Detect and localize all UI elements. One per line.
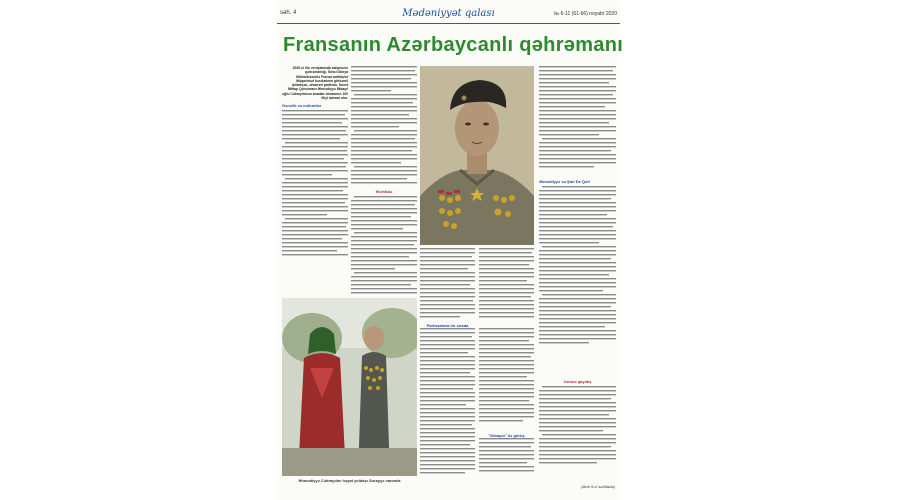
couple-photo (282, 298, 417, 476)
text-block (351, 196, 417, 296)
portrait-illustration (420, 66, 534, 245)
continued-note: (Ardı 5-ci səhifədə) (581, 484, 615, 489)
column-2 (351, 66, 417, 296)
text-block (351, 66, 417, 186)
subheading-return: Vətənə qayıdış (563, 379, 592, 384)
subheading-partisans: Partizanlara bir sırada (426, 323, 469, 328)
section-title: Mədəniyyət qalası (402, 8, 495, 19)
newspaper-page (277, 0, 624, 500)
article-title: Fransanın Azərbaycanlı qəhrəmanı (283, 34, 624, 56)
portrait-photo (420, 66, 534, 245)
text-block (420, 328, 534, 478)
column-1 (282, 66, 348, 260)
subheading-captivity: Əsirlikdə (375, 189, 393, 194)
text-block (282, 110, 348, 260)
text-block (539, 186, 616, 376)
text-block (539, 386, 616, 496)
column-4 (539, 66, 616, 496)
issue-info: № 6-11 (61-66) noyabr 2020 (553, 11, 617, 17)
article-lede: 2020-ci ilin ventyabında xalqımızın qəhrəmanlığı, İkinci Dünya Müharibəsində Fransa antifaşist Müqavimət hərəkatının görkəmli iştirakçısı, əfsanəvi partizan, Sovet İttifaqı Qəhrəmanı Əhmədiyyə Mikayıl oğlu Cəbrayılovun anadan olmasının 100 illiyi tamam olur. (282, 66, 348, 101)
subheading-meeting: "Mixayıo" ilə görüş (488, 433, 525, 438)
page-header (277, 8, 620, 24)
couple-illustration (282, 298, 417, 476)
subheading-de-gaulle: Əhmədiyyə və Şarl De Qoll (539, 179, 590, 184)
text-block (539, 66, 616, 176)
photo-caption: Əhmədiyyə Cəbrayılov həyat yoldaşı Surayyə xanımla (298, 478, 401, 483)
article-title-bar (283, 32, 624, 58)
page-number: səh. 4 (280, 10, 297, 16)
subheading-youth: Gənclik və müharibə (282, 103, 322, 109)
